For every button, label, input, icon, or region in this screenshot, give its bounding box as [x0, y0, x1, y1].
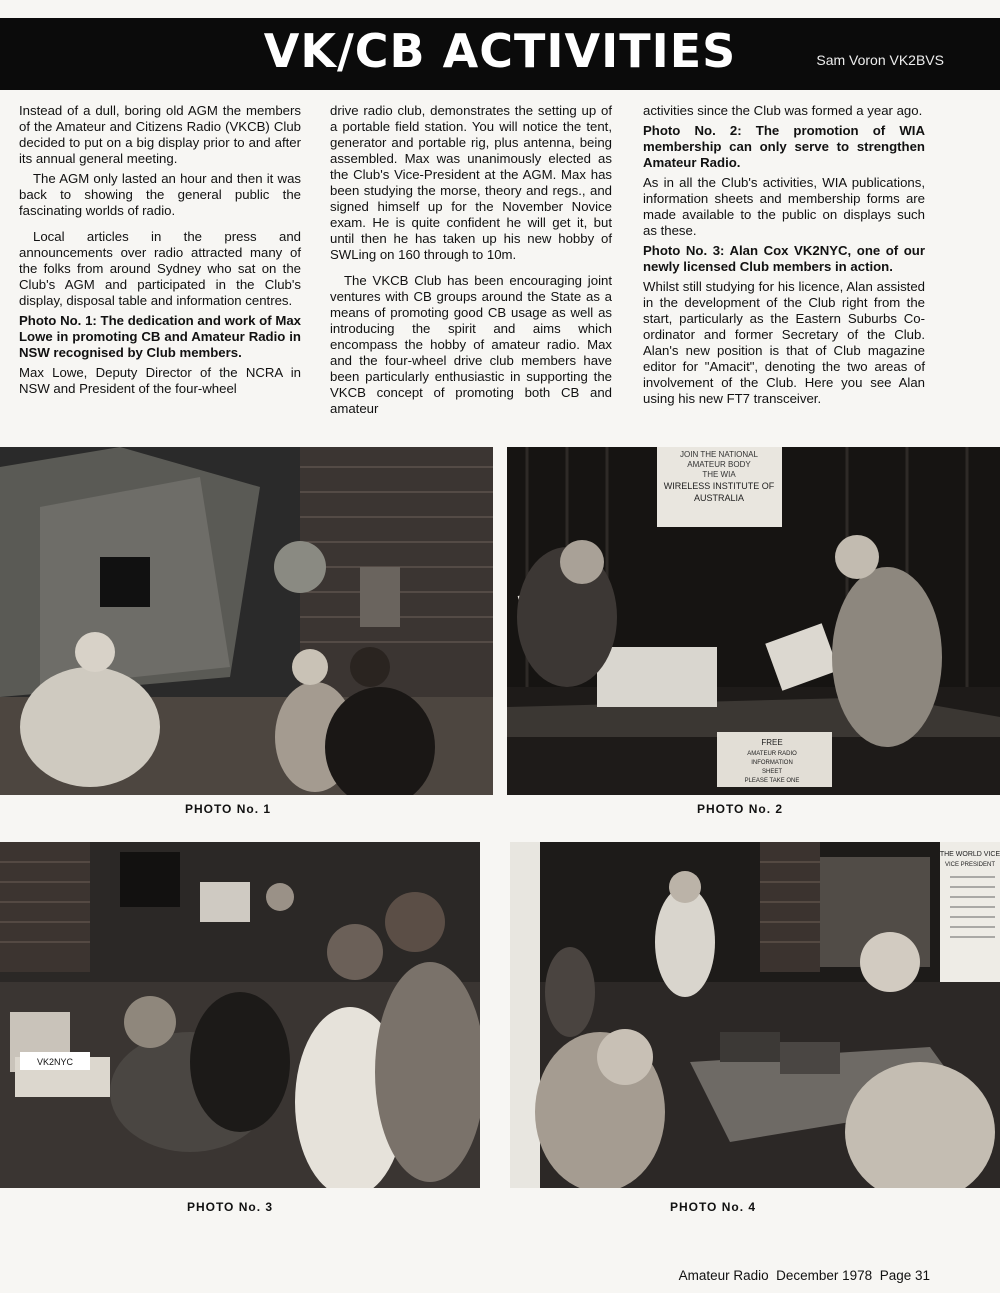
photo-1: [0, 447, 493, 795]
table-sign-3: INFORMATION: [751, 760, 793, 766]
author-byline: Sam Voron VK2BVS: [816, 52, 944, 68]
table-sign-2: AMATEUR RADIO: [747, 751, 797, 757]
photo-3: [0, 842, 480, 1188]
photo-4-caption: PHOTO No. 4: [669, 1200, 757, 1214]
sign-line-1: JOIN THE NATIONAL: [680, 450, 758, 459]
photo-1-heading: Photo No. 1: The dedication and work of Max Lowe in promoting CB and Amateur Radio in NSW recognised by Club members.: [19, 313, 301, 360]
sign-line-2: AMATEUR BODY: [687, 460, 751, 469]
page-header: [0, 18, 1000, 90]
photo-3-caption: PHOTO No. 3: [186, 1200, 274, 1214]
photo-2: [507, 447, 1000, 795]
paragraph: As in all the Club's activities, WIA publications, information sheets and membership forms are made available to the public on displays such as these.: [643, 175, 925, 238]
paragraph: Max Lowe, Deputy Director of the NCRA in NSW and President of the four-wheel: [19, 365, 301, 396]
paragraph: activities since the Club was formed a year ago.: [643, 103, 923, 118]
paragraph: The AGM only lasted an hour and then it was back to showing the general public the fascinating worlds of radio.: [19, 171, 301, 218]
paragraph: Whilst still studying for his licence, Alan assisted in the development of the Club right from the start, particularly as the Eastern Suburbs Co-ordinator and former Secretary of the Club. Alan's new position is that of Club magazine editor for "Amacit", denoting the two areas of involvement of the Club. Here you see Alan using his new FT7 transceiver.: [643, 279, 925, 406]
photo-3-heading: Photo No. 3: Alan Cox VK2NYC, one of our newly licensed Club members in action.: [643, 243, 925, 274]
text-column-1: [19, 103, 301, 407]
callsign-label: VK2NYC: [36, 1057, 74, 1067]
sign-line-3: THE WIA: [702, 470, 736, 479]
sign-line-4: WIRELESS INSTITUTE OF: [663, 481, 775, 491]
page-footer: Amateur Radio December 1978 Page 31: [678, 1268, 930, 1283]
paragraph: Instead of a dull, boring old AGM the members of the Amateur and Citizens Radio (VKCB) Club decided to put on a big display prior to and after its annual general meeting.: [19, 103, 301, 166]
paragraph: drive radio club, demonstrates the setting up of a portable field station. You will notice the tent, generator and portable rig, plus antenna, being assembled. Max was unanimously elected as the Club's Vice-President at the AGM. Max has been studying the morse, theory and regs., and signed himself up for the November Novice exam. He is quite confident he will get it, but until then he has taken up his new hobby of SWLing on 160 through to 10m.: [330, 103, 612, 262]
photo-4: [510, 842, 1000, 1188]
text-column-3: [643, 103, 925, 417]
board-subtitle: VICE PRESIDENT: [944, 862, 996, 868]
page-title: VK/CB ACTIVITIES: [263, 24, 737, 78]
paragraph: The VKCB Club has been encouraging joint ventures with CB groups around the State as a means of promoting good CB usage as well as introducing the spirit and aims which encompass the hobby of amateur radio. Max and the four-wheel drive club members have been particularly enthusiastic in supporting the VKCB concept of promoting both CB and amateur: [330, 273, 612, 416]
photo-1-caption: PHOTO No. 1: [184, 802, 272, 816]
text-column-2: [330, 103, 612, 427]
photo-2-caption: PHOTO No. 2: [696, 802, 784, 816]
photo-2-heading: Photo No. 2: The promotion of WIA membership can only serve to strengthen Amateur Radio.: [643, 123, 925, 170]
table-sign-4: SHEET: [761, 769, 783, 775]
paragraph: Local articles in the press and announcements over radio attracted many of the folks from around Sydney who sat on the Club's AGM and participated in the Club's display, disposal table and information centres.: [19, 229, 301, 308]
board-title: THE WORLD VICE: [939, 851, 1000, 858]
table-sign-1: FREE: [761, 738, 783, 747]
sign-line-5: AUSTRALIA: [693, 493, 745, 503]
table-sign-5: PLEASE TAKE ONE: [744, 778, 800, 784]
